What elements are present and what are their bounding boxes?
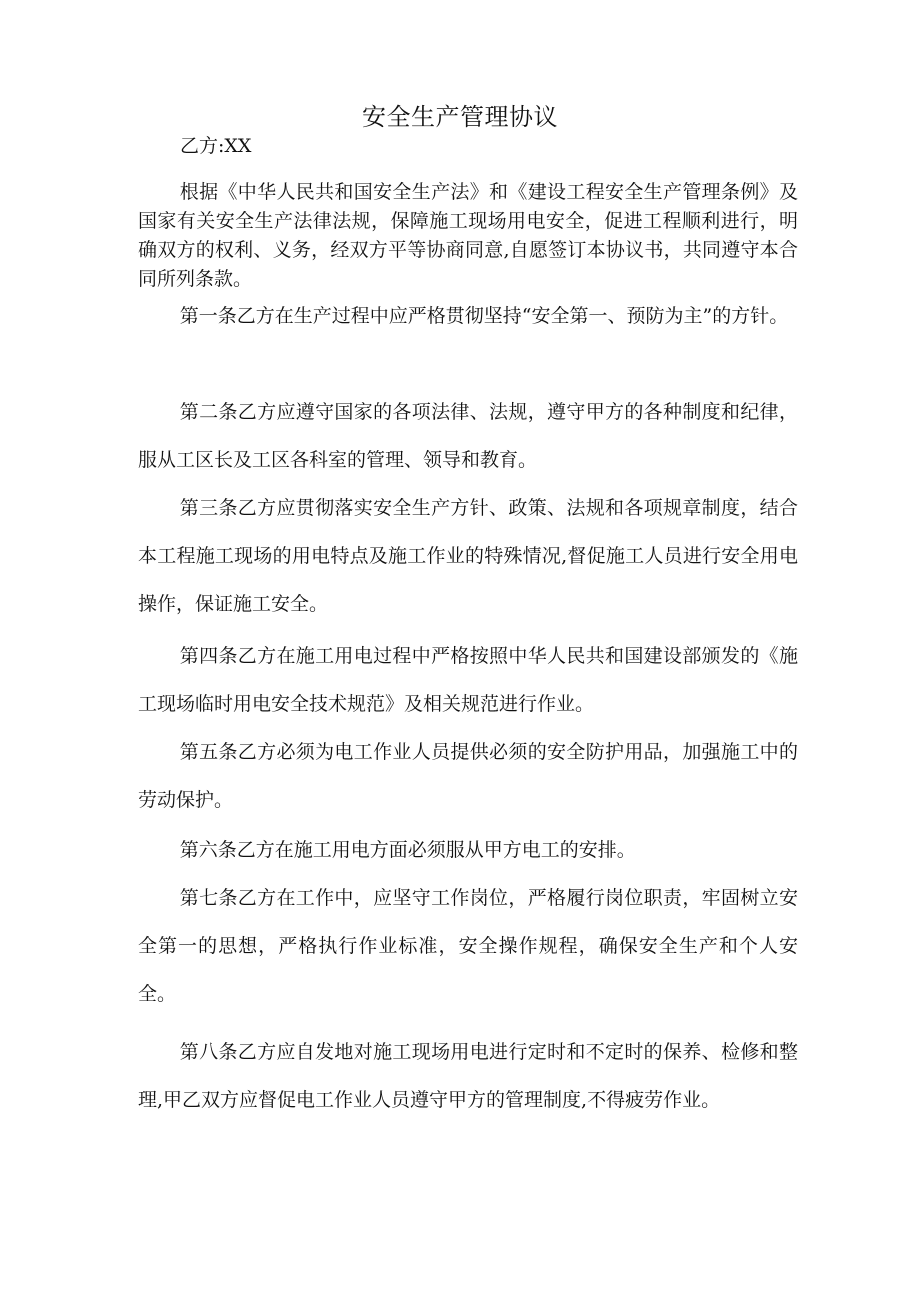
clause-2: 第二条乙方应遵守国家的各项法律、法规，遵守甲方的各种制度和纪律，服从工区长及工区各科室的管理、领导和教育。 — [138, 401, 798, 471]
intro-paragraph: 根据《中华人民共和国安全生产法》和《建设工程安全生产管理条例》及国家有关安全生产法律法规，保障施工现场用电安全，促进工程顺利进行，明确双方的权利、义务，经双方平等协商同意,自愿签订本协议书，共同遵守本合同所列条款。 — [138, 181, 798, 290]
document-title: 安全生产管理协议 — [362, 103, 558, 131]
clause-1: 第一条乙方在生产过程中应严格贯彻坚持“安全第一、预防为主”的方针。 — [179, 305, 789, 327]
clause-8: 第八条乙方应自发地对施工现场用电进行定时和不定时的保养、检修和整理,甲乙双方应督促电工作业人员遵守甲方的管理制度,不得疲劳作业。 — [138, 1041, 798, 1111]
clause-4: 第四条乙方在施工用电过程中严格按照中华人民共和国建设部颁发的《施工现场临时用电安全技术规范》及相关规范进行作业。 — [138, 645, 798, 715]
party-line: 乙方:XX — [180, 135, 252, 157]
clause-3: 第三条乙方应贯彻落实安全生产方针、政策、法规和各项规章制度，结合本工程施工现场的用电特点及施工作业的特殊情况,督促施工人员进行安全用电操作，保证施工安全。 — [138, 497, 798, 615]
clause-7: 第七条乙方在工作中，应坚守工作岗位，严格履行岗位职责，牢固树立安全第一的思想，严格执行作业标准，安全操作规程，确保安全生产和个人安全。 — [138, 887, 798, 1005]
clause-6: 第六条乙方在施工用电方面必须服从甲方电工的安排。 — [179, 839, 636, 861]
clause-5: 第五条乙方必须为电工作业人员提供必须的安全防护用品，加强施工中的劳动保护。 — [138, 741, 798, 811]
